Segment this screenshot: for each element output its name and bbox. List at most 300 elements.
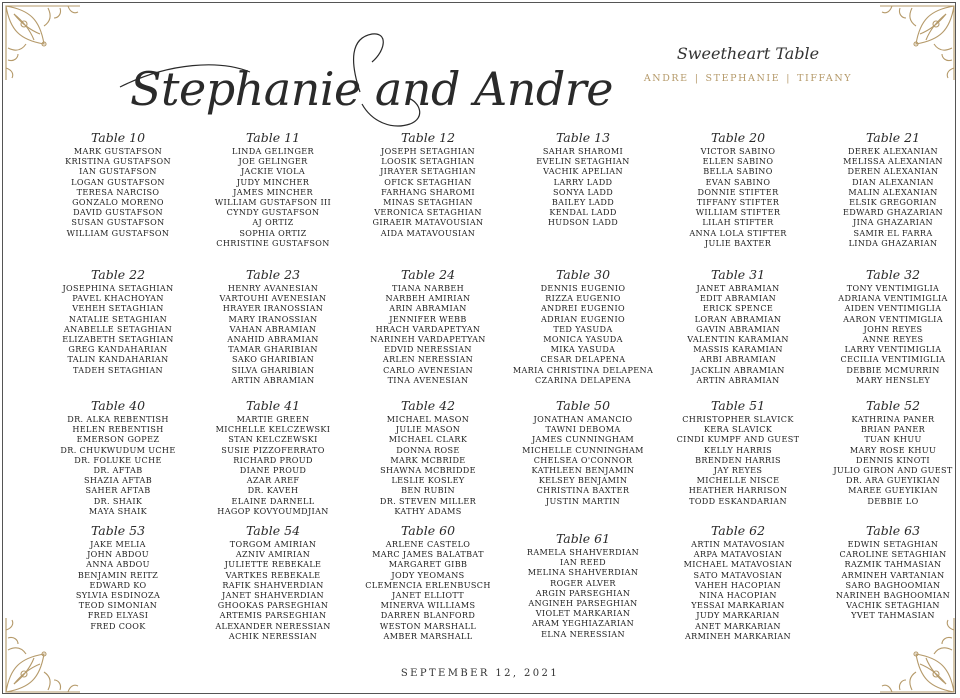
- table-block: [808, 523, 960, 621]
- table-block: [343, 267, 513, 385]
- guest-name: FRED ELYASI: [87, 610, 149, 621]
- table-block: [808, 398, 960, 506]
- separator: |: [786, 73, 792, 84]
- couple-title-block: [110, 32, 614, 132]
- guest-name: TODD ESKANDARIAN: [689, 495, 787, 506]
- table-block: [33, 267, 203, 375]
- guest-list: [808, 283, 960, 385]
- guest-name: VARTKES REBEKALE: [225, 569, 321, 580]
- corner-ornament-icon: [0, 0, 90, 90]
- sweetheart-name: STEPHANIE: [705, 73, 781, 84]
- guest-name: DEBBIE MCMURRIN: [846, 364, 940, 375]
- guest-name: CARLO AVENESIAN: [383, 364, 473, 375]
- guest-name: CINDI KUMPF AND GUEST: [676, 434, 800, 445]
- guest-name: BENJAMIN REITZ: [77, 569, 159, 580]
- guest-list: [808, 539, 960, 621]
- guest-name: DR. CHUKWUDUM UCHE: [60, 444, 176, 455]
- guest-name: ERICK SPENCE: [702, 303, 774, 314]
- guest-name: GHOOKAS PARSEGHIAN: [217, 600, 329, 611]
- guest-name: EVAN SABINO: [705, 176, 771, 187]
- guest-name: AIDA MATAVOUSIAN: [380, 227, 476, 238]
- guest-name: LARRY LADD: [553, 176, 613, 187]
- guest-name: VAHAN ABRAMIAN: [229, 323, 317, 334]
- table-block: [343, 523, 513, 641]
- guest-name: TIANA NARBEH: [391, 283, 465, 293]
- guest-name: JUDY MINCHER: [236, 176, 310, 187]
- guest-name: RICHARD PROUD: [233, 454, 313, 465]
- guest-name: MARGARET GIBB: [388, 559, 468, 570]
- guest-name: ANNA ABDOU: [86, 559, 150, 570]
- table-block: [653, 398, 823, 506]
- guest-name: JOSEPHINA SETAGHIAN: [62, 283, 174, 293]
- table-block: [653, 130, 823, 248]
- guest-name: DIAN ALEXANIAN: [852, 176, 934, 187]
- couple-names: Stephanie and Andre: [130, 62, 614, 116]
- guest-name: SARO BAGHOOMIAN: [845, 579, 941, 590]
- guest-name: BRIAN PANER: [860, 424, 926, 435]
- guest-name: VARTOUHI AVENESIAN: [219, 293, 327, 304]
- guest-list: [33, 146, 203, 238]
- guest-name: TADEH SETAGHIAN: [73, 364, 163, 375]
- guest-name: CECILIA VENTIMIGLIA: [840, 354, 946, 365]
- guest-name: AMBER MARSHALL: [383, 630, 473, 641]
- guest-name: MARY HENSLEY: [855, 374, 931, 385]
- guest-name: ANNA LOLA STIFTER: [689, 227, 787, 238]
- guest-name: JUSTIN MARTIN: [545, 495, 621, 506]
- guest-list: [343, 539, 513, 641]
- guest-name: AJ ORTIZ: [252, 217, 294, 228]
- guest-list: [653, 539, 823, 641]
- table-title: Table 60: [400, 523, 456, 538]
- table-title: Table 21: [865, 130, 921, 145]
- guest-name: CHELSEA O'CONNOR: [533, 454, 633, 465]
- guest-name: HENRY AVANESIAN: [227, 283, 319, 293]
- guest-name: VERONICA SETAGHIAN: [374, 207, 482, 218]
- guest-name: LINDA GHAZARIAN: [848, 237, 938, 248]
- guest-list: [808, 414, 960, 506]
- guest-name: JUDY MARKARIAN: [696, 610, 780, 621]
- guest-name: ARGIN PARSEGHIAN: [535, 587, 631, 598]
- guest-name: ARTIN ABRAMIAN: [231, 374, 315, 385]
- table-block: [33, 130, 203, 238]
- table-block: [498, 130, 668, 228]
- guest-name: AARON VENTIMIGLIA: [843, 313, 943, 324]
- guest-name: EMERSON GOPEZ: [76, 434, 160, 445]
- guest-name: MELISSA ALEXANIAN: [843, 156, 943, 167]
- guest-list: [498, 547, 668, 639]
- guest-name: MARC JAMES BALATBAT: [372, 549, 484, 560]
- guest-name: ARMINEH MARKARIAN: [684, 630, 791, 641]
- guest-name: TONY VENTIMIGLIA: [846, 283, 940, 293]
- guest-name: ANABELLE SETAGHIAN: [63, 323, 173, 334]
- guest-name: CZARINA DELAPENA: [535, 374, 631, 385]
- table-title: Table 31: [710, 267, 766, 282]
- guest-name: MARIA CHRISTINA DELAPENA: [512, 364, 654, 375]
- guest-name: ANAHID ABRAMIAN: [227, 334, 319, 345]
- table-block: [498, 398, 668, 506]
- guest-name: DIANE PROUD: [239, 465, 307, 476]
- guest-name: ELSIK GREGORIAN: [849, 197, 937, 208]
- guest-name: CHRISTOPHER SLAVICK: [682, 414, 794, 424]
- guest-name: ELLEN SABINO: [702, 156, 774, 167]
- guest-name: TINA AVENESIAN: [387, 374, 469, 385]
- guest-name: ADRIAN EUGENIO: [540, 313, 626, 324]
- guest-name: BELLA SABINO: [703, 166, 773, 177]
- guest-list: [343, 283, 513, 385]
- guest-name: HRAYER IRANOSSIAN: [222, 303, 324, 314]
- guest-name: ARTEMIS PARSEGHIAN: [219, 610, 327, 621]
- guest-name: KATHLEEN BENJAMIN: [531, 465, 635, 476]
- guest-name: CLEMENCIA ERLENBUSCH: [365, 579, 491, 590]
- guest-list: [653, 283, 823, 385]
- sweetheart-name: ANDRE: [643, 73, 689, 84]
- guest-name: MARTIE GREEN: [236, 414, 310, 424]
- guest-name: ARBI ABRAMIAN: [699, 354, 777, 365]
- guest-name: AZAR AREF: [246, 475, 300, 486]
- guest-name: DR. ARA GUEYIKIAN: [846, 475, 940, 486]
- guest-name: CHRISTINA BAXTER: [536, 485, 630, 496]
- guest-name: KELSEY BENJAMIN: [538, 475, 628, 486]
- guest-name: LOGAN GUSTAFSON: [71, 176, 165, 187]
- table-title: Table 13: [555, 130, 611, 145]
- guest-name: FARHANG SHAROMI: [381, 186, 475, 197]
- guest-name: DARREN BLANFORD: [380, 610, 476, 621]
- guest-name: IAN GUSTAFSON: [79, 166, 157, 177]
- corner-ornament-icon: [870, 608, 960, 698]
- guest-name: ARTIN ABRAMIAN: [696, 374, 780, 385]
- guest-list: [653, 414, 823, 506]
- guest-name: TAWNI DEBOMA: [545, 424, 621, 435]
- guest-name: RAZMIK TAHMASIAN: [844, 559, 942, 570]
- guest-name: DEREK ALEXANIAN: [848, 146, 938, 156]
- guest-name: MINAS SETAGHIAN: [383, 197, 473, 208]
- guest-name: ARIN ABRAMIAN: [389, 303, 467, 314]
- guest-name: DR. SHAIK: [93, 495, 143, 506]
- guest-name: GREG KANDAHARIAN: [68, 344, 168, 355]
- guest-name: JULIE BAXTER: [704, 237, 772, 248]
- guest-name: ARLENE CASTELO: [385, 539, 471, 549]
- guest-name: PAVEL KHACHOYAN: [72, 293, 164, 304]
- table-block: [498, 531, 668, 639]
- guest-name: LINDA GELINGER: [232, 146, 314, 156]
- guest-name: JULIE MASON: [395, 424, 461, 435]
- guest-list: [33, 539, 203, 631]
- guest-name: DR. AFTAB: [93, 465, 143, 476]
- table-block: [33, 523, 203, 631]
- guest-name: MELINA SHAHVERDIAN: [527, 567, 639, 578]
- table-title: Table 51: [710, 398, 766, 413]
- guest-list: [188, 414, 358, 516]
- table-title: Table 61: [555, 531, 611, 546]
- guest-name: ANDREI EUGENIO: [540, 303, 626, 314]
- guest-name: RAMELA SHAHVERDIAN: [526, 547, 640, 557]
- guest-name: KELLY HARRIS: [703, 444, 773, 455]
- guest-name: MARY ROSE KHUU: [849, 444, 937, 455]
- guest-name: MARY IRANOSSIAN: [228, 313, 318, 324]
- guest-name: EDWARD KO: [89, 579, 147, 590]
- guest-name: HUDSON LADD: [547, 217, 619, 228]
- guest-name: ANNE REYES: [862, 334, 924, 345]
- guest-name: KENDAL LADD: [549, 207, 617, 218]
- guest-list: [188, 146, 358, 248]
- guest-name: EDVID NERESSIAN: [384, 344, 472, 355]
- guest-list: [343, 414, 513, 516]
- guest-name: JAMES MINCHER: [233, 186, 313, 197]
- guest-list: [808, 146, 960, 248]
- guest-name: VAHEH HACOPIAN: [695, 579, 781, 590]
- guest-name: MAYA SHAIK: [88, 505, 148, 516]
- guest-name: SONYA LADD: [552, 186, 614, 197]
- guest-name: SAMIR EL FARRA: [853, 227, 933, 238]
- guest-name: AZNIV AMIRIAN: [235, 549, 311, 560]
- guest-name: MARK MCBRIDE: [390, 454, 466, 465]
- table-title: Table 12: [400, 130, 456, 145]
- guest-name: SATO MATAVOSIAN: [693, 569, 783, 580]
- guest-name: ACHIK NERESSIAN: [228, 630, 318, 641]
- guest-name: MASSIS KARAMIAN: [693, 344, 783, 355]
- table-title: Table 20: [710, 130, 766, 145]
- guest-name: SAHER AFTAB: [85, 485, 151, 496]
- table-block: [343, 130, 513, 238]
- guest-name: VALENTIN KARAMIAN: [687, 334, 789, 345]
- guest-name: BAILEY LADD: [551, 197, 615, 208]
- guest-name: MICHAEL CLARK: [388, 434, 468, 445]
- guest-name: NARBEH AMIRIAN: [385, 293, 471, 304]
- table-block: [653, 267, 823, 385]
- guest-name: MALIN ALEXANIAN: [848, 186, 938, 197]
- table-title: Table 42: [400, 398, 456, 413]
- guest-name: JENNIFER WEBB: [389, 313, 467, 324]
- guest-name: VACHIK SETAGHIAN: [846, 600, 940, 611]
- guest-name: EDIT ABRAMIAN: [699, 293, 777, 304]
- guest-name: EVELIN SETAGHIAN: [536, 156, 630, 167]
- guest-name: MAREE GUEYIKIAN: [848, 485, 938, 496]
- guest-name: YESSAI MARKARIAN: [691, 600, 785, 611]
- guest-name: HAGOP KOVYOUMDJIAN: [217, 505, 329, 516]
- corner-ornament-icon: [870, 0, 960, 90]
- table-block: [188, 267, 358, 385]
- guest-name: LILAH STIFTER: [702, 217, 774, 228]
- table-title: Table 30: [555, 267, 611, 282]
- table-block: [188, 523, 358, 641]
- guest-name: RIZZA EUGENIO: [545, 293, 621, 304]
- guest-list: [33, 283, 203, 375]
- guest-name: ELAINE DARNELL: [231, 495, 315, 506]
- guest-name: YVET TAHMASIAN: [851, 610, 935, 621]
- guest-name: DR. FOLUKE UCHE: [74, 454, 162, 465]
- guest-name: JAKE MELIA: [90, 539, 146, 549]
- guest-name: DENNIS EUGENIO: [540, 283, 626, 293]
- guest-name: MICHELLE CUNNINGHAM: [522, 444, 644, 455]
- guest-name: TEOD SIMONIAN: [78, 600, 158, 611]
- guest-name: LOOSIK SETAGHIAN: [381, 156, 475, 167]
- table-title: Table 22: [90, 267, 146, 282]
- guest-name: RAFIK SHAHVERDIAN: [222, 579, 324, 590]
- guest-name: TIFFANY STIFTER: [696, 197, 780, 208]
- guest-name: BEN RUBIN: [401, 485, 455, 496]
- guest-name: WILLIAM STIFTER: [695, 207, 781, 218]
- guest-list: [188, 539, 358, 641]
- guest-name: ANET MARKARIAN: [695, 620, 781, 631]
- table-block: [188, 130, 358, 248]
- guest-name: JACKIE VIOLA: [240, 166, 306, 177]
- guest-name: ARLEN NERESSIAN: [382, 354, 474, 365]
- guest-name: WESTON MARSHALL: [379, 620, 477, 631]
- event-date: SEPTEMBER 12, 2021: [400, 668, 560, 679]
- guest-name: TORGOM AMIRIAN: [229, 539, 317, 549]
- guest-name: TAMAR GHARIBIAN: [228, 344, 318, 355]
- guest-name: SAHAR SHAROMI: [542, 146, 624, 156]
- guest-name: GAVIN ABRAMIAN: [696, 323, 780, 334]
- guest-list: [498, 283, 668, 385]
- guest-name: JAY REYES: [713, 465, 763, 476]
- table-title: Table 23: [245, 267, 301, 282]
- guest-name: DEREN ALEXANIAN: [847, 166, 939, 177]
- guest-name: GIRAEIR MATAVOUSIAN: [372, 217, 484, 228]
- guest-name: DEBBIE LO: [867, 495, 919, 506]
- table-title: Table 11: [245, 130, 301, 145]
- guest-name: EDWARD GHAZARIAN: [843, 207, 943, 218]
- guest-name: KERA SLAVICK: [703, 424, 773, 435]
- table-block: [653, 523, 823, 641]
- guest-name: HRACH VARDAPETYAN: [375, 323, 481, 334]
- guest-name: ARTIN MATAVOSIAN: [691, 539, 785, 549]
- guest-name: BRENDEN HARRIS: [695, 454, 781, 465]
- guest-name: LORAN ABRAMIAN: [694, 313, 782, 324]
- guest-name: JOE GELINGER: [238, 156, 308, 167]
- guest-name: NARINEH BAGHOOMIAN: [835, 590, 951, 601]
- table-block: [33, 398, 203, 516]
- table-title: Table 41: [245, 398, 301, 413]
- guest-name: MONICA YASUDA: [543, 334, 623, 345]
- guest-list: [188, 283, 358, 385]
- guest-name: KATHY ADAMS: [394, 505, 462, 516]
- separator: |: [694, 73, 700, 84]
- guest-name: SHAWNA MCBRIDDE: [380, 465, 476, 476]
- guest-name: KATHRINA PANER: [851, 414, 935, 424]
- guest-name: JANET ELLIOTT: [391, 590, 465, 601]
- table-block: [498, 267, 668, 385]
- guest-name: JIRAYER SETAGHIAN: [380, 166, 476, 177]
- sweetheart-names: [628, 73, 868, 84]
- guest-list: [33, 414, 203, 516]
- guest-list: [343, 146, 513, 238]
- guest-name: VICTOR SABINO: [700, 146, 776, 156]
- guest-name: DENNIS KINOTI: [856, 454, 930, 465]
- guest-name: OFICK SETAGHIAN: [384, 176, 472, 187]
- guest-name: ARMINEH VARTANIAN: [841, 569, 945, 580]
- guest-name: SHAZIA AFTAB: [83, 475, 153, 486]
- table-block: [343, 398, 513, 516]
- guest-name: MICHAEL MASON: [386, 414, 470, 424]
- table-title: Table 52: [865, 398, 921, 413]
- guest-list: [498, 414, 668, 506]
- table-title: Table 53: [90, 523, 146, 538]
- guest-name: DAVID GUSTAFSON: [73, 207, 163, 218]
- table-title: Table 63: [865, 523, 921, 538]
- table-block: [808, 130, 960, 248]
- guest-name: EDWIN SETAGHIAN: [847, 539, 939, 549]
- guest-name: JACKLIN ABRAMIAN: [691, 364, 785, 375]
- guest-name: JOSEPH SETAGHIAN: [381, 146, 475, 156]
- sweetheart-title: Sweetheart Table: [676, 44, 820, 63]
- guest-name: JODY YEOMANS: [391, 569, 465, 580]
- guest-name: CHRISTINE GUSTAFSON: [216, 237, 330, 248]
- guest-name: JAMES CUNNINGHAM: [531, 434, 635, 445]
- guest-name: AIDEN VENTIMIGLIA: [844, 303, 942, 314]
- guest-name: SOPHIA ORTIZ: [239, 227, 307, 238]
- guest-name: JOHN REYES: [863, 323, 923, 334]
- guest-name: ELIZABETH SETAGHIAN: [62, 334, 174, 345]
- guest-name: JULIETTE REBEKALE: [224, 559, 322, 570]
- guest-name: CAROLINE SETAGHIAN: [839, 549, 947, 560]
- guest-name: CESAR DELAPENA: [540, 354, 626, 365]
- guest-name: SYLVIA ESDINOZA: [75, 590, 161, 601]
- guest-name: GONZALO MORENO: [72, 197, 164, 208]
- guest-name: DR. STEVEN MILLER: [379, 495, 477, 506]
- guest-name: DONNA ROSE: [396, 444, 460, 455]
- guest-name: FRED COOK: [90, 620, 146, 631]
- guest-name: JANET SHAHVERDIAN: [222, 590, 324, 601]
- guest-name: MICHELLE NISCE: [696, 475, 780, 486]
- guest-name: JANET ABRAMIAN: [696, 283, 780, 293]
- guest-name: HEATHER HARRISON: [688, 485, 788, 496]
- guest-name: MINERVA WILLIAMS: [380, 600, 476, 611]
- guest-name: LESLIE KOSLEY: [391, 475, 465, 486]
- guest-name: VACHIK APELIAN: [543, 166, 623, 177]
- guest-name: JONATHAN AMANCIO: [533, 414, 633, 424]
- table-title: Table 62: [710, 523, 766, 538]
- sweetheart-table: [628, 44, 868, 84]
- guest-name: DONNIE STIFTER: [697, 186, 779, 197]
- guest-name: IAN REED: [560, 557, 606, 568]
- guest-name: KRISTINA GUSTAFSON: [65, 156, 171, 167]
- guest-name: ARAM YEGHIAZARIAN: [531, 618, 635, 629]
- guest-name: TALIN KANDAHARIAN: [67, 354, 169, 365]
- guest-name: SUSAN GUSTAFSON: [71, 217, 165, 228]
- table-title: Table 54: [245, 523, 301, 538]
- guest-name: VIOLET MARKARIAN: [535, 608, 631, 619]
- guest-name: ARPA MATAVOSIAN: [693, 549, 783, 560]
- guest-name: SUSIE PIZZOFERRATO: [221, 444, 325, 455]
- guest-name: TERESA NARCISO: [76, 186, 160, 197]
- guest-name: ROGER ALVER: [550, 577, 616, 588]
- table-block: [808, 267, 960, 385]
- guest-name: DR. ALKA REBENTISH: [67, 414, 169, 424]
- guest-name: ELNA NERESSIAN: [541, 628, 625, 639]
- guest-name: JULIO GIRON AND GUEST: [833, 465, 953, 476]
- table-block: [188, 398, 358, 516]
- guest-name: DR. KAVEH: [247, 485, 299, 496]
- guest-name: ADRIANA VENTIMIGLIA: [838, 293, 948, 304]
- guest-name: TED YASUDA: [553, 323, 613, 334]
- guest-name: VEHEH SETAGHIAN: [72, 303, 164, 314]
- table-title: Table 24: [400, 267, 456, 282]
- guest-name: SAKO GHARIBIAN: [231, 354, 315, 365]
- guest-name: JOHN ABDOU: [87, 549, 149, 560]
- guest-name: WILLIAM GUSTAFSON: [66, 227, 170, 238]
- guest-name: HELEN REBENTISH: [72, 424, 164, 435]
- guest-list: [498, 146, 668, 228]
- guest-name: TUAN KHUU: [864, 434, 922, 445]
- guest-name: MIKA YASUDA: [550, 344, 616, 355]
- guest-name: NINA HACOPIAN: [699, 590, 777, 601]
- sweetheart-name: TIFFANY: [797, 73, 853, 84]
- guest-name: JINA GHAZARIAN: [853, 217, 933, 228]
- guest-name: ANGINEH PARSEGHIAN: [528, 598, 638, 609]
- guest-name: MICHAEL MATAVOSIAN: [683, 559, 793, 570]
- guest-name: MICHELLE KELCZEWSKI: [215, 424, 331, 435]
